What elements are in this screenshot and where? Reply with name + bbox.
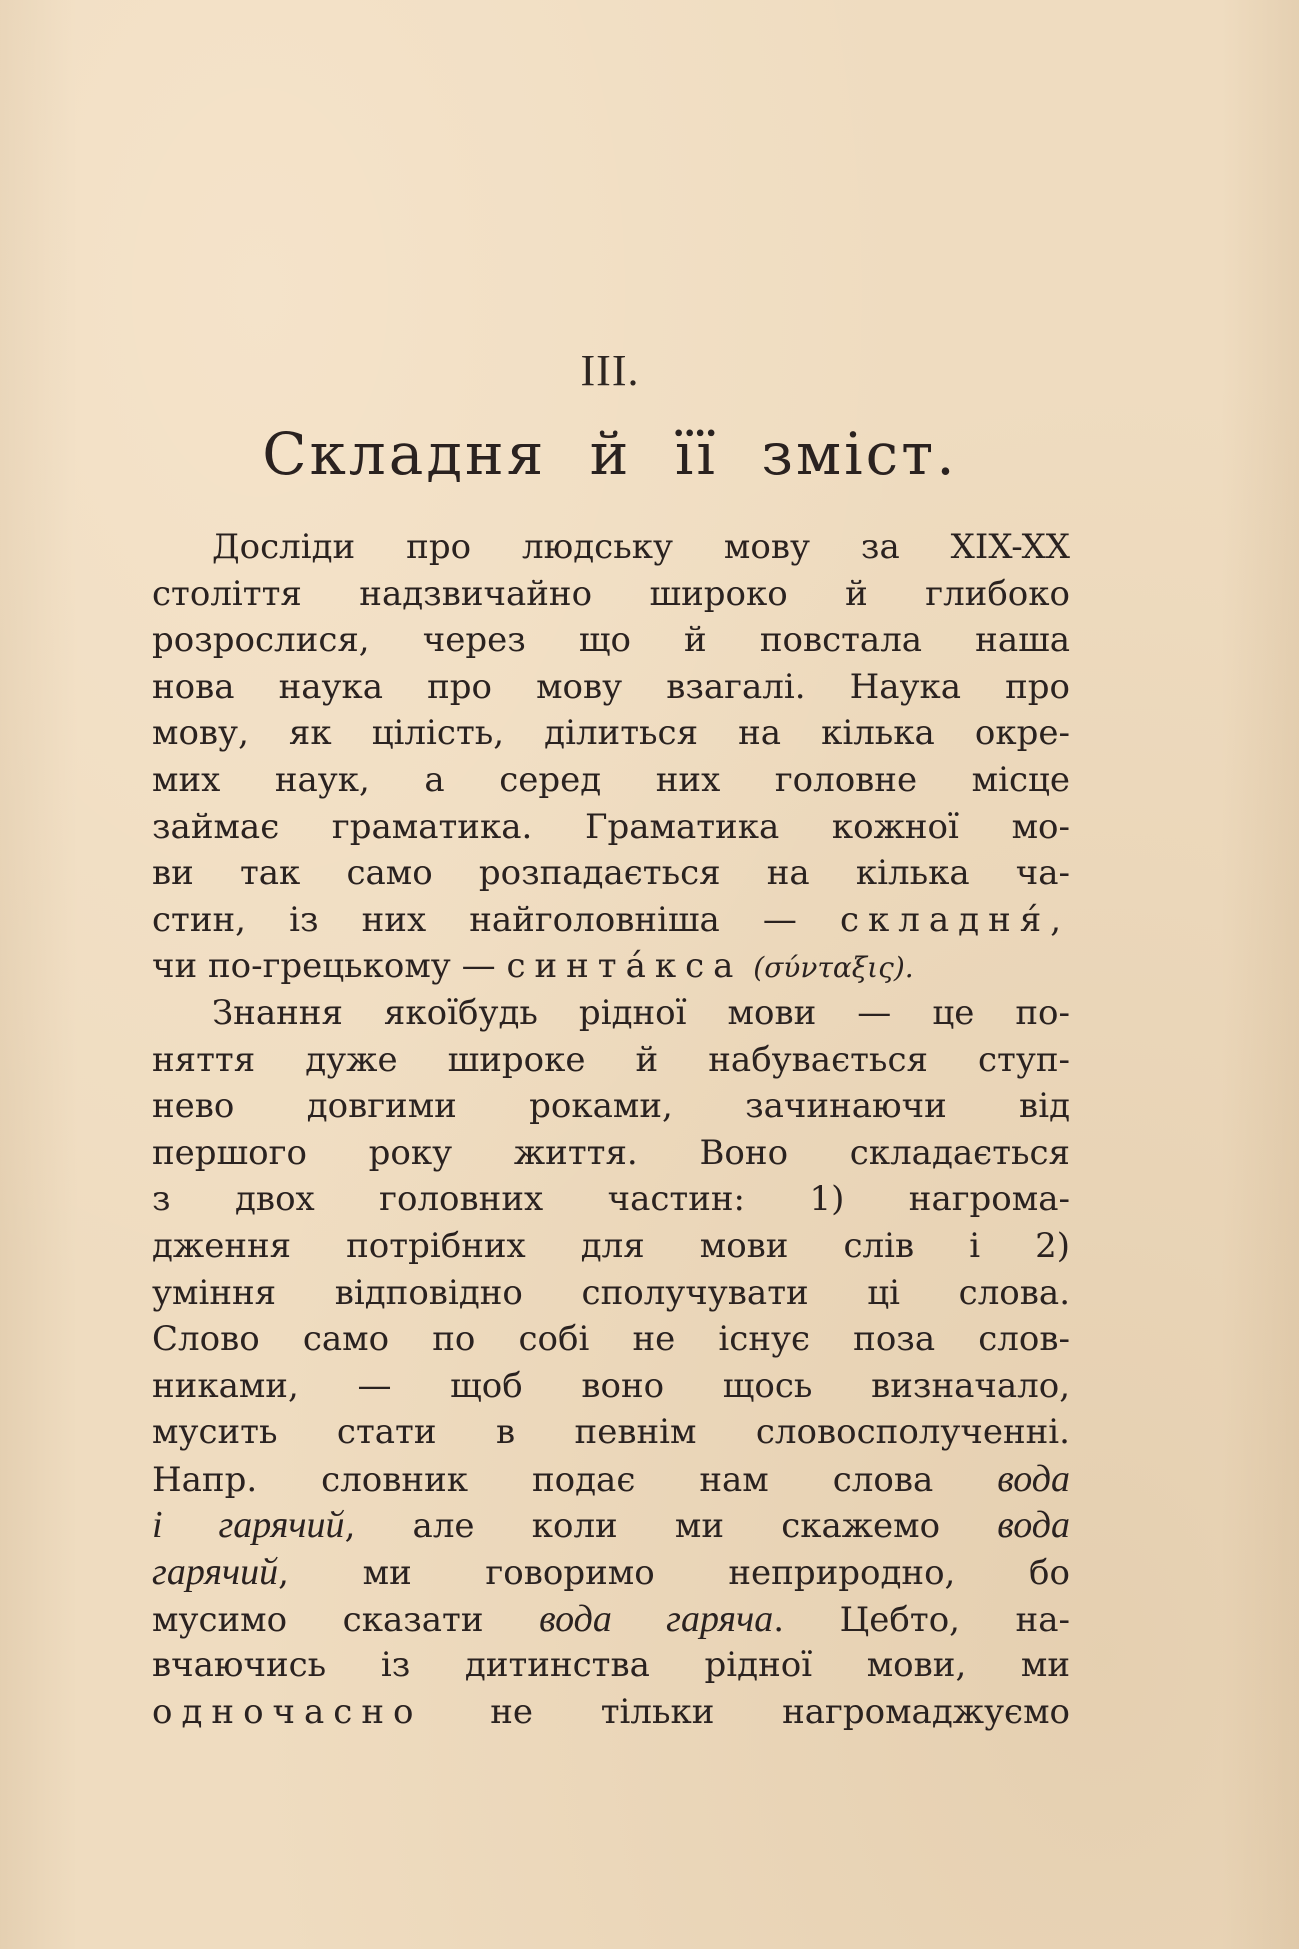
line-text: чи по-грецькому — xyxy=(152,946,507,987)
paragraph-2-line-10: мусить стати в певнім словосполученні. xyxy=(152,1412,1070,1453)
line-text: . Цебто, на- xyxy=(773,1599,1070,1640)
paragraph-2-line-3: нево довгими роками, зачинаючи від xyxy=(152,1086,1070,1127)
italic-example: вода xyxy=(997,1457,1070,1500)
line-text: мусимо сказати xyxy=(152,1599,540,1640)
line-text: , але коли ми скажемо xyxy=(344,1506,998,1547)
paragraph-2-line-9: никами, — щоб воно щось визначало, xyxy=(152,1365,1070,1406)
paragraph-1-line-1: Досліди про людську мову за XIX-XX xyxy=(212,527,1070,567)
paragraph-1-line-10 xyxy=(152,943,1070,990)
chapter-number: III. xyxy=(580,346,640,395)
line-text: не тільки нагромаджуємо xyxy=(422,1691,1070,1732)
paragraph-1-line-3: розрослися, через що й повстала наша xyxy=(152,620,1070,661)
paragraph-2-line-11 xyxy=(152,1456,1070,1503)
spaced-term: одночасно xyxy=(152,1691,423,1732)
paragraph-2-line-14 xyxy=(152,1596,1070,1643)
italic-example: гарячий xyxy=(152,1551,279,1594)
paragraph-2-line-12 xyxy=(152,1502,1070,1549)
italic-example: і гарячий xyxy=(152,1504,345,1547)
line-text: , ми говоримо неприродно, бо xyxy=(278,1553,1070,1594)
line-text: стин, із них найголовніша — xyxy=(152,899,840,940)
paragraph-2-line-16 xyxy=(152,1689,1070,1736)
paragraph-2-line-13 xyxy=(152,1549,1070,1596)
paragraph-2-line-15: вчаючись із дитинства рідної мови, ми xyxy=(152,1645,1070,1686)
paragraph-1-line-4: нова наука про мову взагалі. Наука про xyxy=(152,666,1070,707)
paragraph-1-line-8: ви так само розпадається на кілька ча- xyxy=(152,853,1070,894)
spaced-term: синта́кса xyxy=(506,946,743,987)
body-text xyxy=(152,524,1070,1735)
paragraph-2-line-4: першого року життя. Воно складається xyxy=(152,1132,1070,1173)
paragraph-2-line-6: дження потрібних для мови слів і 2) xyxy=(152,1225,1070,1266)
paragraph-1-line-7: займає граматика. Граматика кожної мо- xyxy=(152,806,1070,847)
spaced-term: складня́, xyxy=(839,899,1070,940)
chapter-title: Складня й її зміст. xyxy=(262,420,958,488)
paragraph-2-line-5: з двох головних частин: 1) нагрома- xyxy=(152,1179,1070,1220)
italic-example: вода гаряча xyxy=(539,1597,774,1640)
italic-example: вода xyxy=(997,1504,1070,1547)
paragraph-2-line-8: Слово само по собі не існує поза слов- xyxy=(152,1319,1070,1360)
paragraph-1-line-2: століття надзвичайно широко й глибоко xyxy=(152,573,1070,614)
paragraph-2-line-7: уміння відповідно сполучувати ці слова. xyxy=(152,1272,1070,1313)
paragraph-1-line-6: мих наук, а серед них головне місце xyxy=(152,759,1070,800)
paragraph-2-line-2: няття дуже широке й набувається ступ- xyxy=(152,1039,1070,1080)
greek-term: (σύνταξις). xyxy=(753,951,914,985)
paragraph-2-line-1: Знання якоїбудь рідної мови — це по- xyxy=(212,992,1070,1033)
paragraph-1-line-9 xyxy=(152,897,1070,944)
line-text: Напр. словник подає нам слова xyxy=(152,1459,998,1500)
paragraph-1-line-5: мову, як цілість, ділиться на кілька окре- xyxy=(152,713,1070,754)
